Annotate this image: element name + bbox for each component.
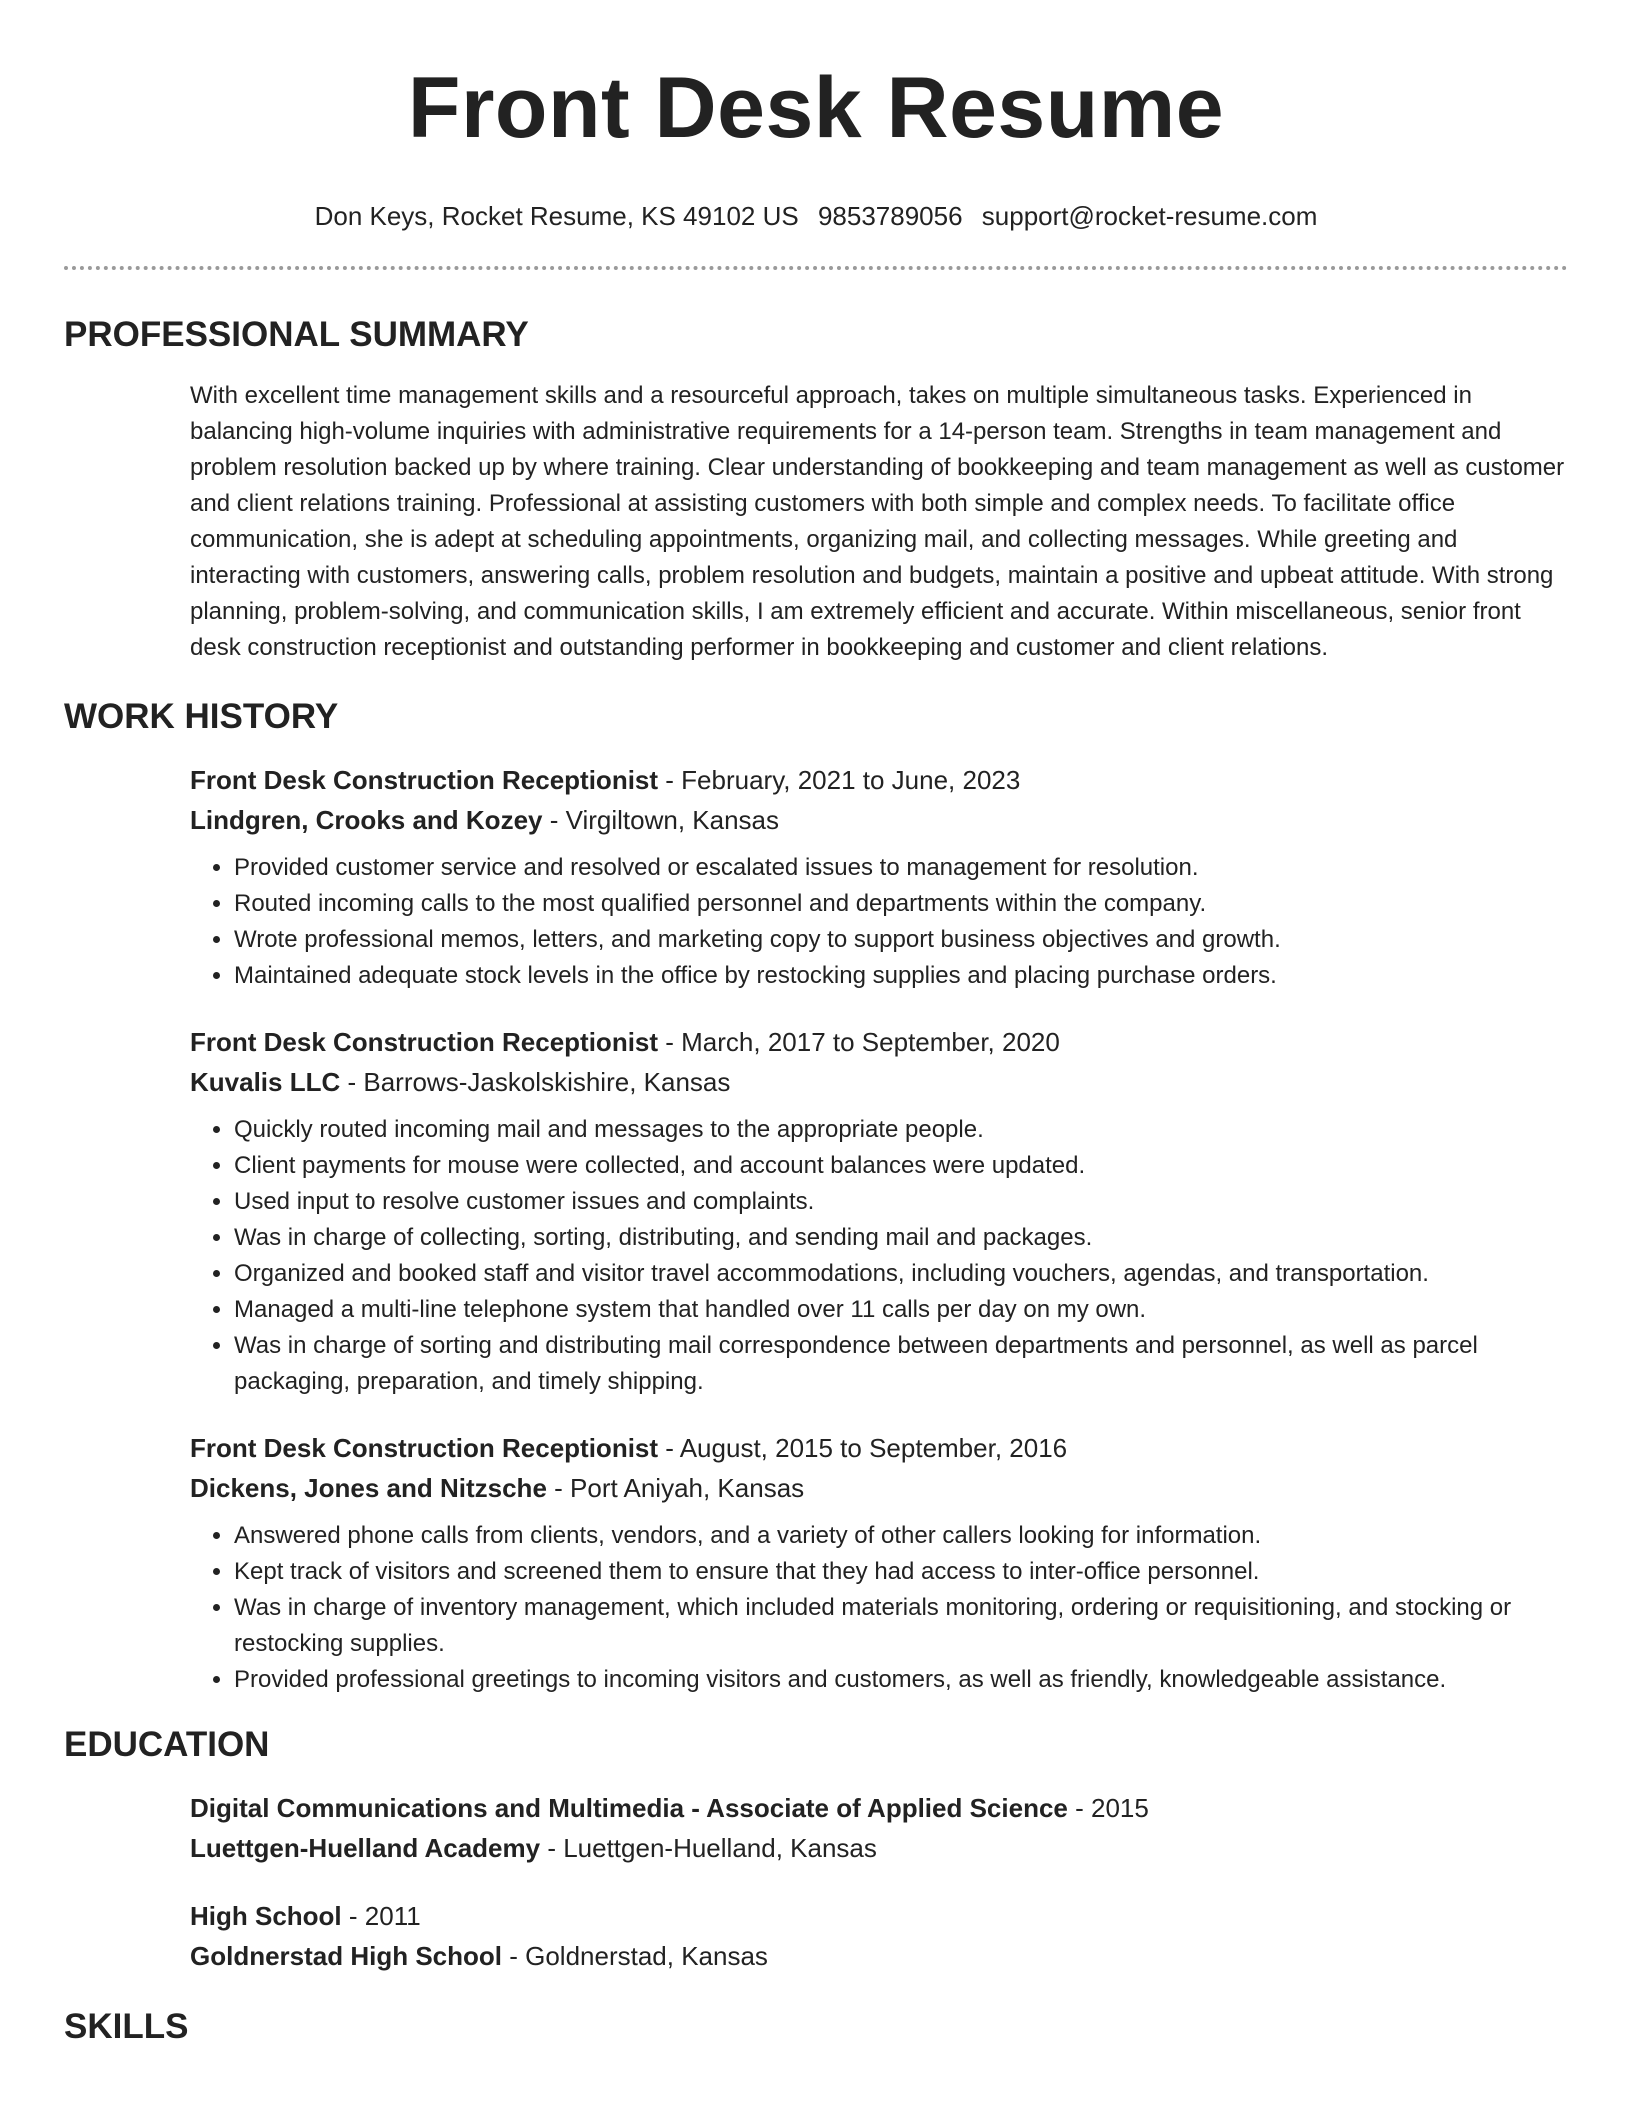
job-bullet: • Used input to resolve customer issues and complaints. <box>234 1184 1568 1220</box>
education-entry <box>190 1788 1568 1868</box>
job-bullet: • Was in charge of sorting and distributing mail correspondence between departments and personnel, as well as parcel packaging, preparation, and timely shipping. <box>234 1328 1568 1400</box>
job-title: Front Desk Construction Receptionist <box>190 1433 659 1463</box>
job-company-line <box>190 1062 1568 1102</box>
skills-heading: SKILLS <box>64 2007 189 2046</box>
job-entry <box>190 1428 1568 1698</box>
education-school-line <box>190 1828 1568 1868</box>
job-bullet: • Was in charge of inventory management, which included materials monitoring, ordering or requisitioning, and stocking or restocking supplies. <box>234 1590 1568 1662</box>
job-bullets <box>234 1518 1568 1698</box>
job-title: Front Desk Construction Receptionist <box>190 1027 659 1057</box>
contact-email: support@rocket-resume.com <box>981 201 1318 231</box>
education-year: - 2011 <box>341 1901 421 1931</box>
job-bullet: • Organized and booked staff and visitor travel accommodations, including vouchers, agendas, and transportation. <box>234 1256 1568 1292</box>
education-degree-line <box>190 1896 1568 1936</box>
resume-title: Front Desk Resume <box>407 60 1225 156</box>
job-title-line <box>190 1022 1568 1062</box>
job-bullet: • Managed a multi-line telephone system that handled over 11 calls per day on my own. <box>234 1292 1568 1328</box>
education-location: - Luettgen-Huelland, Kansas <box>540 1833 877 1863</box>
summary-text: With excellent time management skills and a resourceful approach, takes on multiple simultaneous tasks. Experienced in balancing high-volume inquiries with administrative requirements for a 14-person team. Strengths in team management and problem resolution backed up by where training. Clear understanding of bookkeeping and team management as well as customer and client relations training. Professional at assisting customers with both simple and complex needs. To facilitate office communication, she is adept at scheduling appointments, organizing mail, and collecting messages. While greeting and interacting with customers, answering calls, problem resolution and budgets, maintain a positive and upbeat attitude. With strong planning, problem-solving, and communication skills, I am extremely efficient and accurate. Within miscellaneous, senior front desk construction receptionist and outstanding performer in bookkeeping and customer and client relations. <box>190 382 1565 661</box>
job-company: Dickens, Jones and Nitzsche <box>190 1473 547 1503</box>
job-entry <box>190 1022 1568 1400</box>
work-history-heading: WORK HISTORY <box>64 697 339 736</box>
job-location: - Port Aniyah, Kansas <box>546 1473 805 1503</box>
education-school: Goldnerstad High School <box>190 1941 503 1971</box>
education-degree: High School <box>190 1901 342 1931</box>
job-bullets <box>234 1112 1568 1400</box>
job-company-line <box>190 1468 1568 1508</box>
job-company: Lindgren, Crooks and Kozey <box>190 805 543 835</box>
job-bullet: • Routed incoming calls to the most qualified personnel and departments within the company. <box>234 886 1568 922</box>
contact-address: Don Keys, Rocket Resume, KS 49102 US <box>314 201 799 231</box>
job-title-line <box>190 1428 1568 1468</box>
education-entry <box>190 1896 1568 1976</box>
header-divider <box>64 266 1568 270</box>
job-company-line <box>190 800 1568 840</box>
education-location: - Goldnerstad, Kansas <box>502 1941 768 1971</box>
job-bullet: • Provided customer service and resolved or escalated issues to management for resolution. <box>234 850 1568 886</box>
job-dates: - February, 2021 to June, 2023 <box>658 765 1021 795</box>
job-bullet: • Client payments for mouse were collected, and account balances were updated. <box>234 1148 1568 1184</box>
job-bullet: • Provided professional greetings to incoming visitors and customers, as well as friendly, knowledgeable assistance. <box>234 1662 1568 1698</box>
job-bullet: • Quickly routed incoming mail and messages to the appropriate people. <box>234 1112 1568 1148</box>
education-school-line <box>190 1936 1568 1976</box>
education-degree: Digital Communications and Multimedia - Associate of Applied Science <box>190 1793 1068 1823</box>
education-heading: EDUCATION <box>64 1725 270 1764</box>
job-bullet: • Wrote professional memos, letters, and marketing copy to support business objectives and growth. <box>234 922 1568 958</box>
education-school: Luettgen-Huelland Academy <box>190 1833 541 1863</box>
job-bullet: • Maintained adequate stock levels in the office by restocking supplies and placing purchase orders. <box>234 958 1568 994</box>
job-company: Kuvalis LLC <box>190 1067 341 1097</box>
job-dates: - March, 2017 to September, 2020 <box>658 1027 1060 1057</box>
contact-phone: 9853789056 <box>817 201 963 231</box>
job-dates: - August, 2015 to September, 2016 <box>658 1433 1068 1463</box>
job-title-line <box>190 760 1568 800</box>
resume-page <box>64 0 1568 2112</box>
job-bullet: • Answered phone calls from clients, vendors, and a variety of other callers looking for information. <box>234 1518 1568 1554</box>
education-degree-line <box>190 1788 1568 1828</box>
job-entry <box>190 760 1568 994</box>
job-bullets <box>234 850 1568 994</box>
job-title: Front Desk Construction Receptionist <box>190 765 659 795</box>
job-bullet: • Kept track of visitors and screened them to ensure that they had access to inter-office personnel. <box>234 1554 1568 1590</box>
contact-line <box>64 200 1568 232</box>
job-location: - Barrows-Jaskolskishire, Kansas <box>340 1067 731 1097</box>
summary-heading: PROFESSIONAL SUMMARY <box>64 315 529 354</box>
education-year: - 2015 <box>1067 1793 1149 1823</box>
job-location: - Virgiltown, Kansas <box>542 805 780 835</box>
job-bullet: • Was in charge of collecting, sorting, distributing, and sending mail and packages. <box>234 1220 1568 1256</box>
